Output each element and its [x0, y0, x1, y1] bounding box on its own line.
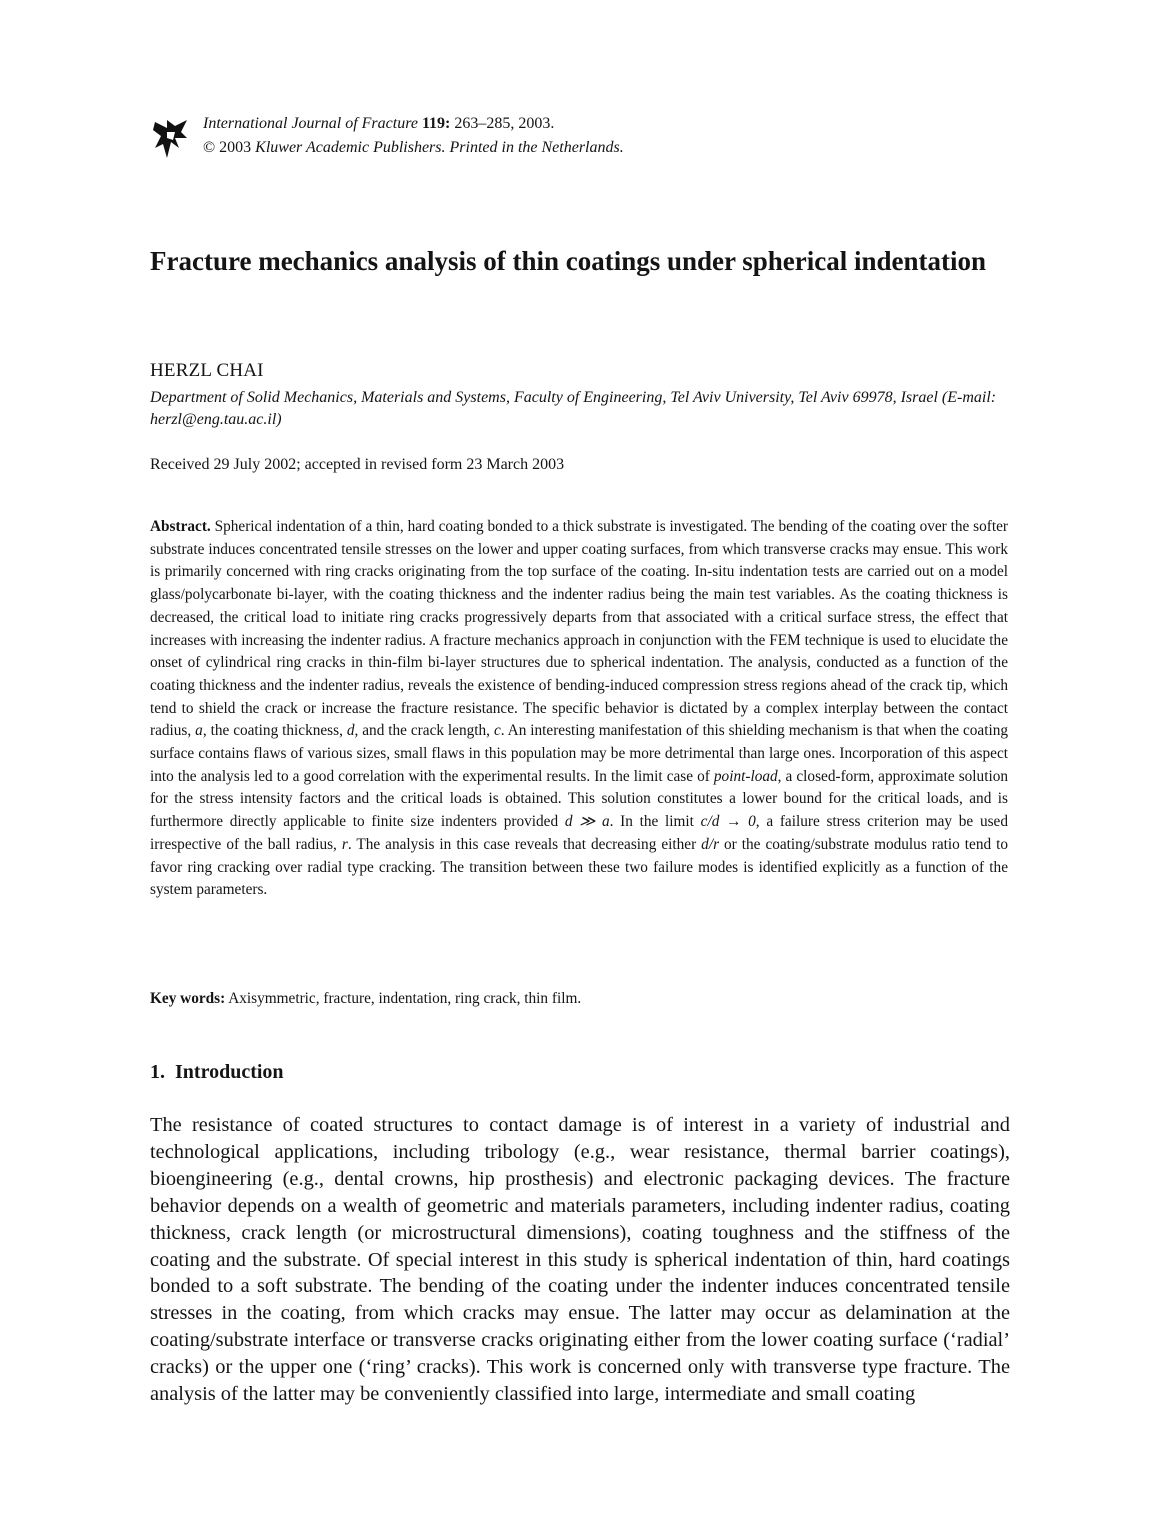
section-heading-introduction [150, 1061, 284, 1084]
copyright-year: © 2003 [203, 139, 252, 156]
math-var-c: c [493, 722, 501, 740]
abstract-text: Spherical indentation of a thin, hard coating bonded to a thick substrate is investigated. The bending of the coating over the softer substrate induces concentrated tensile stresses on the lower and upper coating surfaces, from which transverse cracks may ensue. This work is primarily concerned with ring cracks originating from the top surface of the coating. In-situ indentation tests are carried out on a model glass/polycarbonate bi-layer, with the coating thickness and the indenter radius being the main test variables. As the coating thickness is decreased, the critical load to initiate ring cracks progressively departs from that associated with a critical surface stress, the effect that increases with increasing the indenter radius. A fracture mechanics approach in conjunction with the FEM technique is used to elucidate the onset of cylindrical ring cracks in thin-film bi-layer structures due to spherical indentation. The analysis, conducted as a function of the coating thickness and the indenter radius, reveals the existence of bending-induced compression stress regions ahead of the crack tip, which tend to shield the crack or increase the fracture resistance. The specific behavior is dictated by a complex interplay between the contact radius, [150, 518, 1008, 740]
keywords-list: Axisymmetric, fracture, indentation, ring crack, thin film. [228, 990, 582, 1007]
journal-volume: 119: [421, 115, 451, 132]
keywords [150, 990, 581, 1008]
section-number: 1. [150, 1061, 165, 1083]
journal-header [153, 112, 853, 162]
paper-title: Fracture mechanics analysis of thin coatings under spherical indentation [150, 246, 987, 276]
math-var-a: a [195, 722, 203, 740]
abstract-text: . In the limit [609, 813, 694, 831]
journal-pages-year: 263–285, 2003. [454, 115, 555, 132]
author-affiliation: Department of Solid Mechanics, Materials and Systems, Faculty of Engineering, Tel Aviv University, Tel Aviv 69978, Israel (E-mail: herzl@eng.tau.ac.il) [150, 389, 997, 428]
math-ratio-d-over-r: d/r [701, 835, 720, 853]
emphasis-point-load: point-load [713, 767, 778, 785]
abstract-label: Abstract. [150, 518, 211, 535]
abstract-text: , and the crack length, [354, 722, 490, 740]
abstract-text: . An interesting manifestation of this shielding mechanism is that when the coating surface contains flaws of various sizes, small flaws in this population may be more detrimental than large ones. Incorporation of this aspect into the analysis led to a good correlation with the experimental results. In the limit case of [150, 722, 1008, 785]
keywords-label: Key words: [150, 990, 226, 1007]
abstract [150, 516, 1008, 902]
math-condition-d-much-greater-a: d ≫ a [564, 813, 610, 831]
printed-location: Printed in the Netherlands. [449, 139, 624, 156]
math-condition-c-over-d: c/d → 0 [700, 813, 756, 831]
received-dates: Received 29 July 2002; accepted in revised form 23 March 2003 [150, 456, 565, 473]
abstract-text: , the coating thickness, [202, 722, 343, 740]
journal-copyright-line [203, 136, 624, 160]
journal-name: International Journal of Fracture [203, 115, 418, 132]
author-name: HERZL CHAI [150, 360, 264, 381]
math-var-r: r [341, 835, 348, 853]
abstract-text: or the coating/substrate modulus ratio tend to favor ring cracking over radial type cracking. The transition between these two failure modes is identified explicitly as a function of the system parameters. [150, 835, 1009, 899]
abstract-text: , a failure stress criterion may be used irrespective of the ball radius, [150, 813, 1008, 853]
section-title: Introduction [175, 1061, 284, 1083]
abstract-text: , a closed-form, approximate solution for the stress intensity factors and the critical loads is obtained. This solution constitutes a lower bound for the critical loads, and is furthermore directly applicable to finite size indenters provided [150, 767, 1008, 831]
introduction-paragraph: The resistance of coated structures to contact damage is of interest in a variety of industrial and technological applications, including tribology (e.g., wear resistance, thermal barrier coatings), bioengineering (e.g., dental crowns, hip prosthesis) and electronic packaging devices. The fracture behavior depends on a wealth of geometric and materials parameters, including indenter radius, coating thickness, crack length (or microstructural dimensions), coating toughness and the stiffness of the coating and the substrate. Of special interest in this study is spherical indentation of thin, hard coatings bonded to a soft substrate. The bending of the coating under the indenter induces concentrated tensile stresses in the coating, from which cracks may ensue. The latter may occur as delamination at the coating/substrate interface or transverse cracks originating either from the lower coating surface (‘radial’ cracks) or the upper one (‘ring’ cracks). This work is concerned only with transverse type fracture. The analysis of the latter may be conveniently classified into large, intermediate and small coating [150, 1114, 1010, 1406]
journal-citation-line [203, 112, 624, 136]
publisher-name: Kluwer Academic Publishers. [255, 139, 446, 156]
abstract-text: . The analysis in this case reveals that decreasing either [347, 835, 697, 853]
kluwer-logo-icon [153, 118, 189, 160]
math-var-d: d [346, 722, 355, 740]
